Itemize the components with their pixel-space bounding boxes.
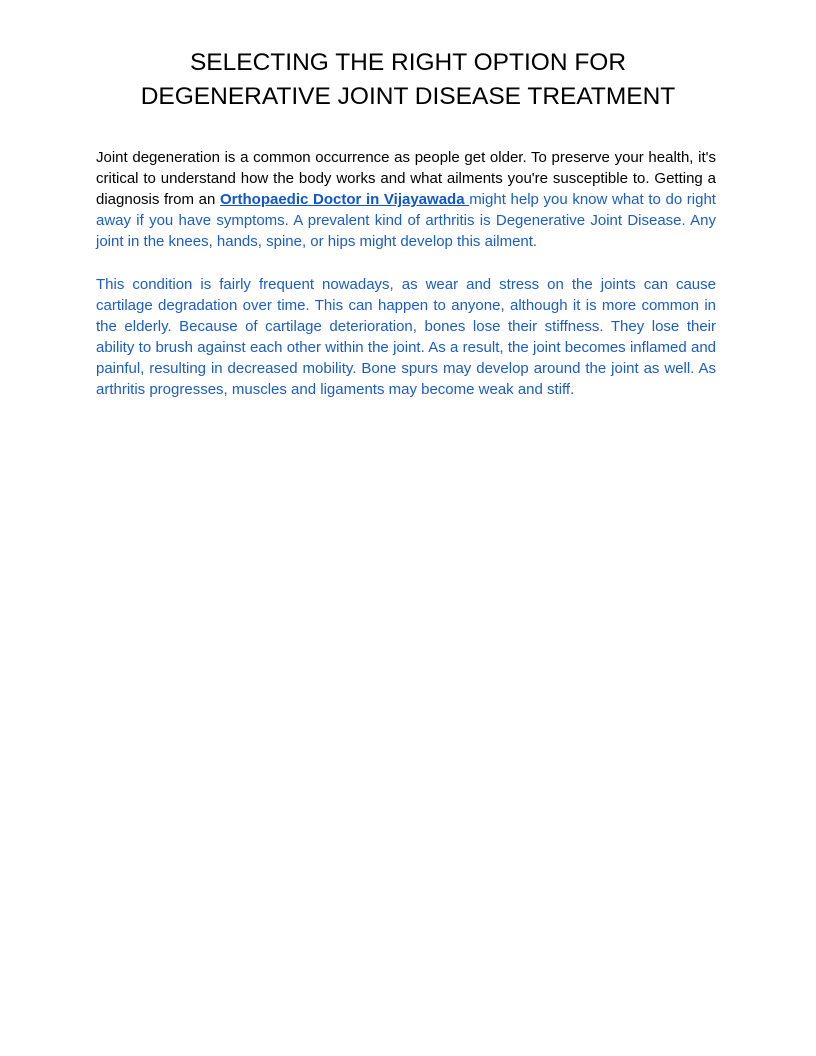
page-title-line-1: SELECTING THE RIGHT OPTION FOR [189,49,627,76]
page-title [96,46,720,114]
paragraph-1 [96,147,716,252]
paragraph-1-continued: might help you know what to do right away if you have symptoms. A prevalent kind of arthritis is Degenerative Joint Disease. Any joint in the knees, hands, spine, or hips might develop this ailment. [96,191,716,251]
orthopaedic-doctor-link[interactable]: Orthopaedic Doctor in Vijayawada [220,191,470,209]
paragraph-1-intro: Joint degeneration is a common occurrence as people get older. To preserve your health, it's critical to understand how the body works and what ailments you're susceptible to. Getting a diagnosis from an [96,149,716,209]
page-title-line-2: DEGENERATIVE JOINT DISEASE TREATMENT [140,83,676,110]
paragraph-2: This condition is fairly frequent nowadays, as wear and stress on the joints can cause cartilage degradation over time. This can happen to anyone, although it is more common in the elderly. Because of cartilage deterioration, bones lose their stiffness. They lose their ability to brush against each other within the joint. As a result, the joint becomes inflamed and painful, resulting in decreased mobility. Bone spurs may develop around the joint as well. As arthritis progresses, muscles and ligaments may become weak and stiff. [96,275,716,399]
document-body [96,147,716,400]
